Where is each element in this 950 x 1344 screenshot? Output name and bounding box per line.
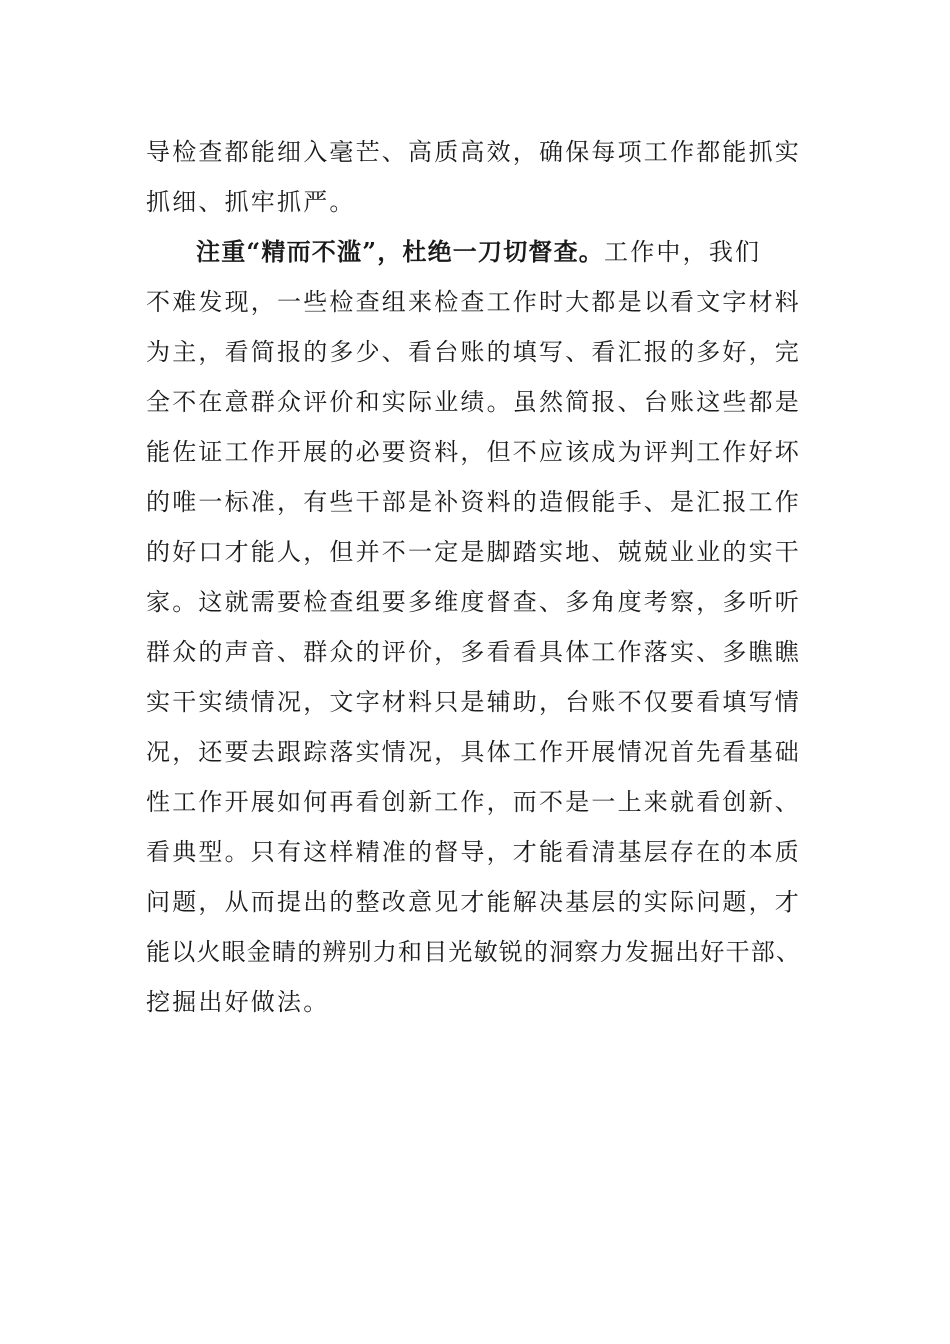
paragraph-2-line: 群众的声音、群众的评价，多看看具体工作落实、多瞧瞧 [146,638,801,666]
paragraph-2-line: 为主，看简报的多少、看台账的填写、看汇报的多好，完 [146,338,801,366]
paragraph-2-first-line-rest: 工作中，我们 [604,238,762,266]
paragraph-2-line: 性工作开展如何再看创新工作，而不是一上来就看创新、 [146,788,801,816]
paragraph-2-heading: 注重“精而不滥”，杜绝一刀切督查。 [196,237,605,266]
paragraph-2-line: 全不在意群众评价和实际业绩。虽然简报、台账这些都是 [146,388,801,416]
paragraph-2-line: 问题，从而提出的整改意见才能解决基层的实际问题，才 [146,888,801,916]
paragraph-2-line: 的唯一标准，有些干部是补资料的造假能手、是汇报工作 [146,488,801,516]
paragraph-2-line: 家。这就需要检查组要多维度督查、多角度考察，多听听 [146,588,801,616]
paragraph-2-line: 挖掘出好做法。 [146,988,330,1016]
paragraph-2-line: 能以火眼金睛的辨别力和目光敏锐的洞察力发掘出好干部、 [146,938,802,966]
paragraph-2-first-line [196,237,761,267]
paragraph-2-line: 看典型。只有这样精准的督导，才能看清基层存在的本质 [146,838,801,866]
paragraph-1-line-1: 导检查都能细入毫芒、高质高效，确保每项工作都能抓实 [146,138,801,166]
paragraph-2-line: 不难发现，一些检查组来检查工作时大都是以看文字材料 [146,288,801,316]
paragraph-2-line: 实干实绩情况，文字材料只是辅助，台账不仅要看填写情 [146,688,801,716]
paragraph-2-line: 能佐证工作开展的必要资料，但不应该成为评判工作好坏 [146,438,801,466]
paragraph-2-line: 况，还要去跟踪落实情况，具体工作开展情况首先看基础 [146,738,801,766]
paragraph-1-line-2: 抓细、抓牢抓严。 [146,188,356,216]
paragraph-2-line: 的好口才能人，但并不一定是脚踏实地、兢兢业业的实干 [146,538,801,566]
